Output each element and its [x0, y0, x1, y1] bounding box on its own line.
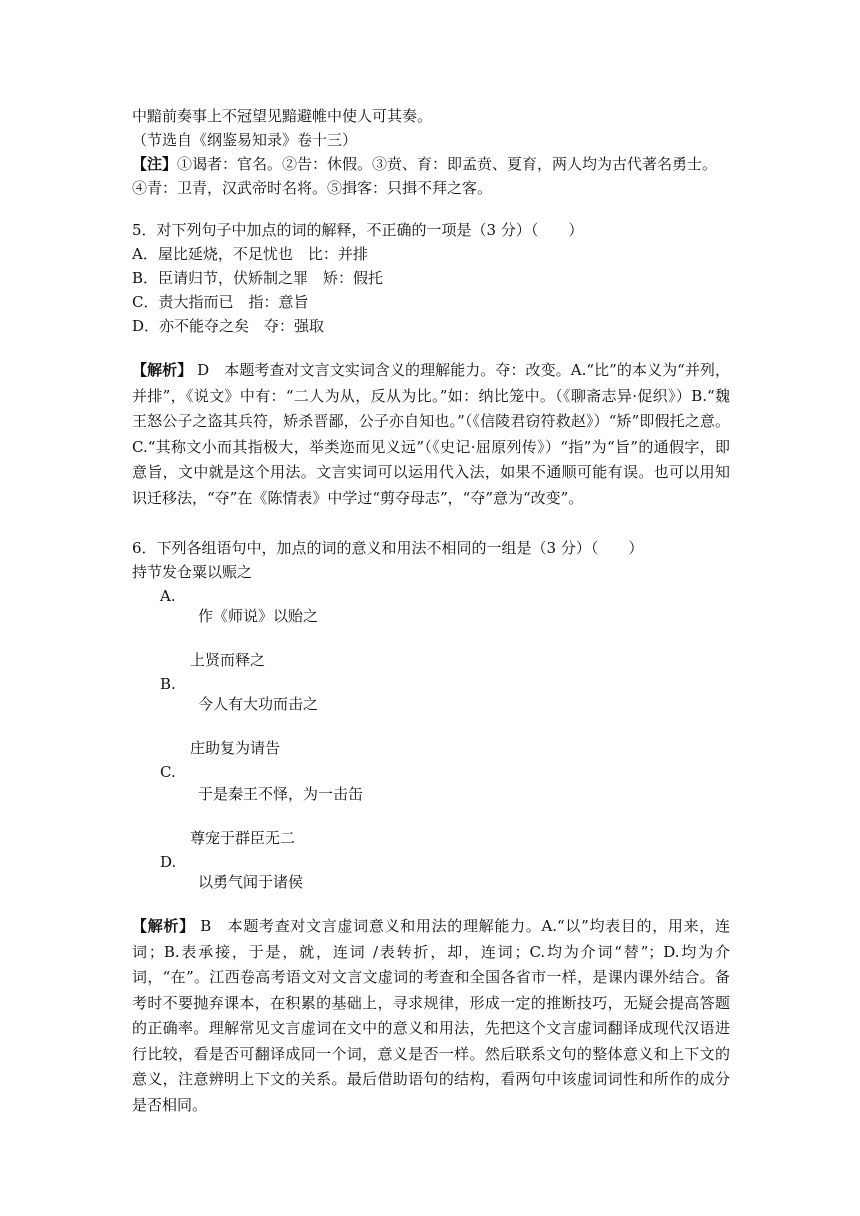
q5-option-b: B．臣请归节，伏矫制之罪 矫：假托	[132, 269, 384, 287]
q6-stem: 6．下列各组语句中，加点的词的意义和用法不相同的一组是（3 分）（ ）	[132, 539, 644, 557]
q6-option-d-letter: D.	[160, 853, 177, 871]
q5-option-a: A．屋比延烧，不足忧也 比：并排	[132, 245, 368, 263]
note-line-1	[132, 154, 717, 174]
passage-source: （节选自《纲鉴易知录》卷十三）	[132, 131, 358, 149]
q6-option-b-first: 上贤而释之	[190, 651, 266, 669]
q6-analysis	[132, 914, 730, 1118]
q6-option-d-second: 以勇气闻于诸侯	[198, 873, 304, 891]
q5-analysis-label: 【解析】	[132, 361, 193, 379]
q6-option-d-first: 尊宠于群臣无二	[190, 829, 296, 847]
passage-last-line: 中黯前奏事上不冠望见黯避帷中使人可其奏。	[132, 107, 433, 125]
q6-option-c-second: 于是秦王不怿，为一击缶	[198, 785, 364, 803]
q6-option-b-letter: B.	[160, 675, 176, 693]
q6-option-a-first: 持节发仓粟以赈之	[132, 563, 253, 581]
q5-analysis-text: D 本题考查对文言文实词含义的理解能力。夺：改变。A.“比”的本义为“并列，并排”，《说文》中有：“二人为从，反从为比。”如：纳比笼中。（《聊斋志异·促织》）B.“魏王怒公子之盗其兵符，矫杀晋鄙，公子亦自知也。”（《信陵君窃符救赵》）“矫”即假托之意。C.“其称文小而其指极大，举类迩而见义远”（《史记·屈原列传》）“指”为“旨”的通假字，即意旨，文中就是这个用法。文言实词可以运用代入法，如果不通顺可能有误。也可以用知识迁移法，“夺”在《陈情表》中学过“剪夺母志”，“夺”意为“改变”。	[132, 361, 730, 507]
q5-option-d: D．亦不能夺之矣 夺：强取	[132, 317, 325, 335]
q6-option-c-letter: C.	[160, 763, 176, 781]
note-line-2: ④青：卫青，汉武帝时名将。⑤揖客：只揖不拜之客。	[132, 179, 493, 197]
q6-analysis-text: B 本题考查对文言虚词意义和用法的理解能力。A.“以”均表目的，用来，连词；B.表承接，于是，就，连词 /表转折，却，连词；C.均为介词“替”；D.均为介词，“在”。江西卷高考语文对文言文虚词的考查和全国各省市一样，是课内课外结合。备考时不要抛弃课本，在积累的基础上，寻求规律，形成一定的推断技巧，无疑会提高答题的正确率。理解常见文言虚词在文中的意义和用法，先把这个文言虚词翻译成现代汉语进行比较，看是否可翻译成同一个词，意义是否一样。然后联系文句的整体意义和上下文的意义，注意辨明上下文的关系。最后借助语句的结构，看两句中该虚词词性和所作的成分是否相同。	[132, 917, 730, 1114]
q6-option-c-first: 庄助复为请告	[190, 739, 281, 757]
q6-option-b-second: 今人有大功而击之	[198, 695, 319, 713]
q6-analysis-label: 【解析】	[132, 917, 195, 935]
q5-option-c: C．责大指而已 指：意旨	[132, 293, 309, 311]
note-text-1: ①谒者：官名。②告：休假。③贲、育：即孟贲、夏育，两人均为古代著名勇士。	[177, 155, 718, 173]
note-label: 【注】	[132, 155, 178, 173]
q5-analysis	[132, 358, 730, 511]
q6-option-a-letter: A.	[160, 587, 176, 605]
q5-stem: 5．对下列句子中加点的词的解释，不正确的一项是（3 分）（ ）	[132, 221, 584, 239]
q6-option-a-second: 作《师说》以贻之	[198, 607, 319, 625]
